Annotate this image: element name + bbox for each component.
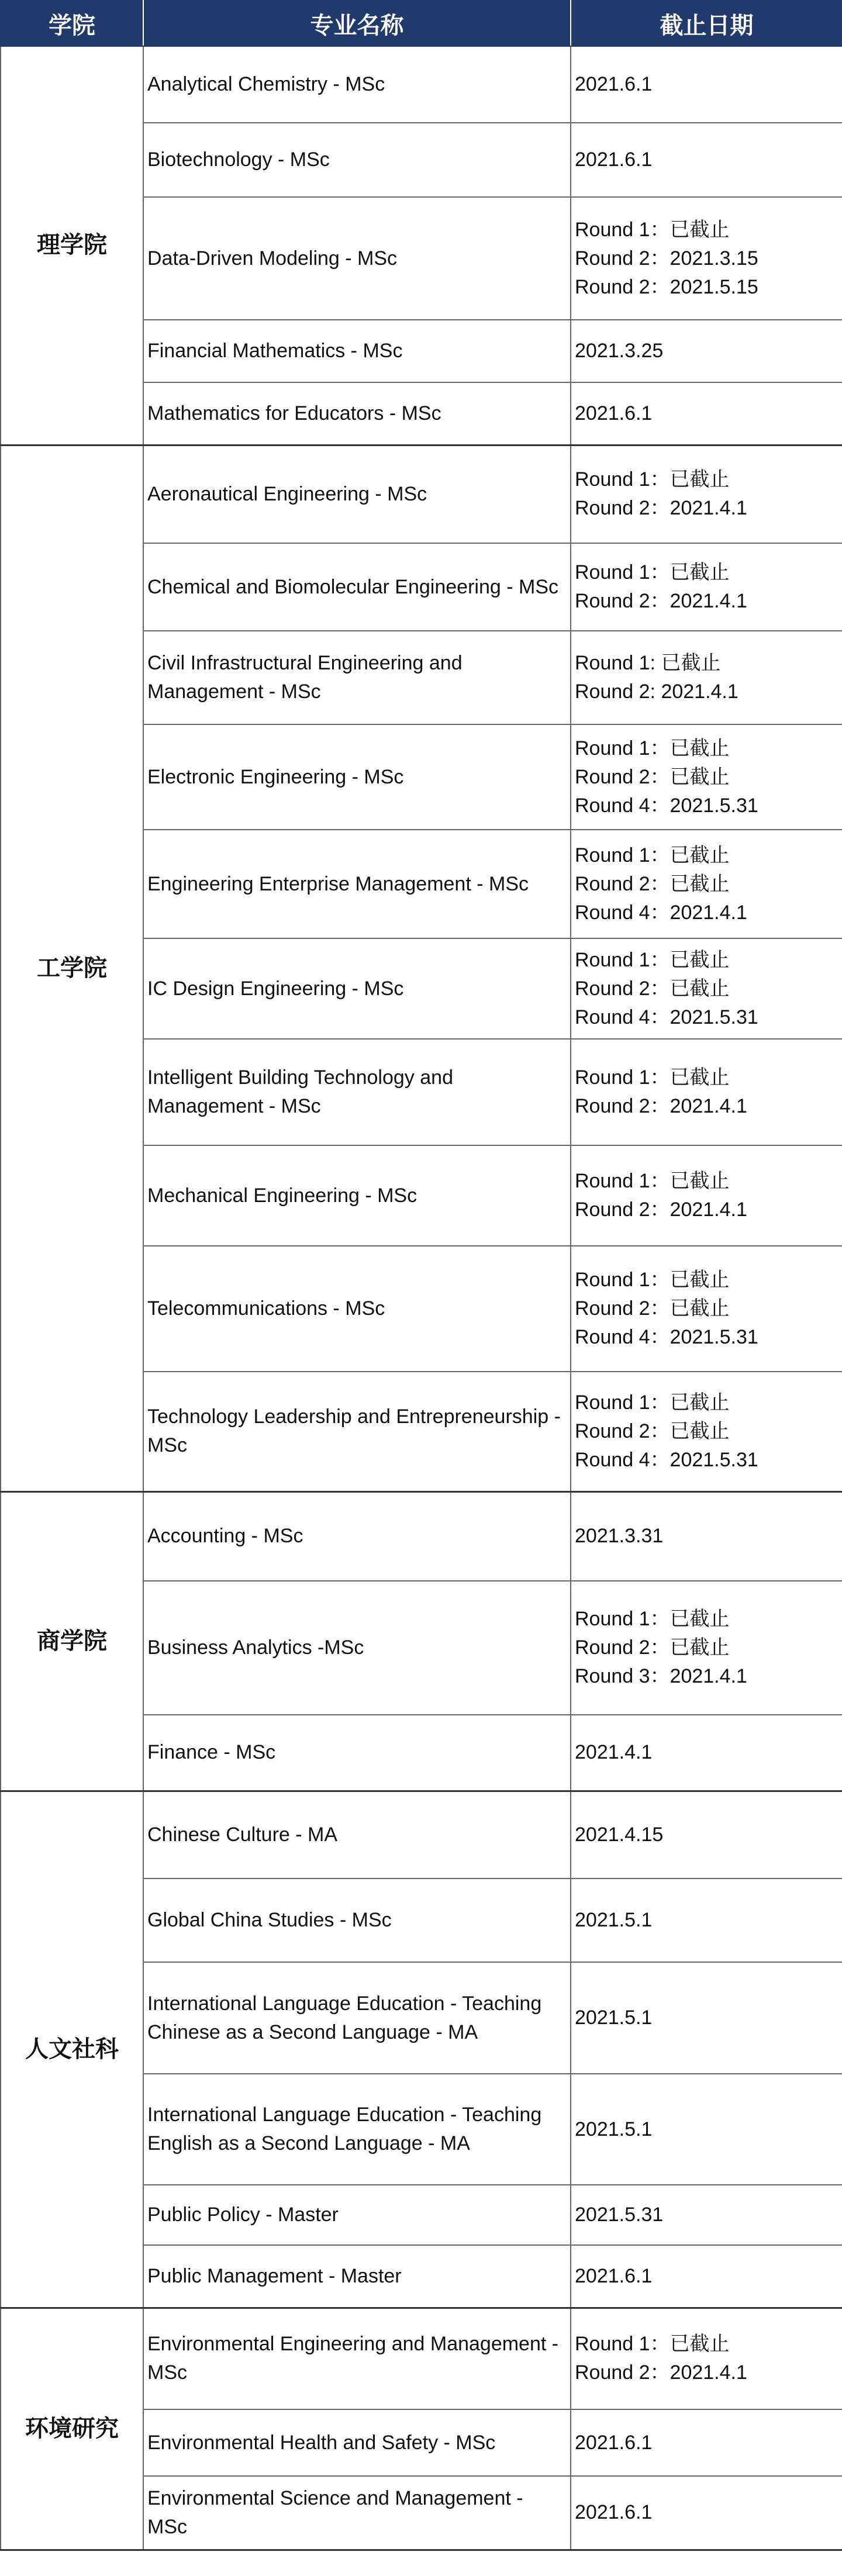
deadline-line: Round 2：2021.4.1 [575, 2361, 747, 2384]
deadline-line: Round 1：已截止 [575, 737, 730, 759]
deadline-cell [571, 445, 842, 543]
program-cell [143, 724, 571, 830]
deadline-cell [571, 123, 842, 197]
deadline-cell [571, 2476, 842, 2550]
school-cell: 环境研究 [1, 2308, 143, 2550]
deadline-cell [571, 1962, 842, 2074]
deadline-cell [571, 1491, 842, 1581]
program-name: Aeronautical Engineering - MSc [147, 482, 427, 505]
deadline-cell [571, 1039, 842, 1145]
table-row [1, 1491, 842, 1581]
deadline-line: Round 2：2021.4.1 [575, 1095, 747, 1117]
deadline-line: 2021.4.1 [575, 1741, 653, 1764]
deadline-line: 2021.5.1 [575, 2118, 653, 2140]
program-name: Public Management - Master [147, 2264, 402, 2287]
header-program: 专业名称 [143, 1, 571, 46]
deadline-line: Round 1：已截止 [575, 218, 730, 241]
program-name: Environmental Science and Management - MSc [147, 2487, 523, 2538]
program-cell [143, 445, 571, 543]
deadline-line: 2021.3.25 [575, 340, 664, 362]
deadline-cell [571, 1715, 842, 1791]
deadline-line: Round 1：已截止 [575, 1608, 730, 1630]
deadline-line: Round 4：2021.5.31 [575, 1326, 758, 1348]
program-name: Intelligent Building Technology and Management - MSc [147, 1066, 453, 1117]
deadline-line: 2021.5.1 [575, 1909, 653, 1931]
program-name: IC Design Engineering - MSc [147, 977, 404, 1000]
school-cell: 工学院 [1, 445, 143, 1491]
program-name: Biotechnology - MSc [147, 149, 330, 171]
program-name: Engineering Enterprise Management - MSc [147, 872, 529, 895]
school-cell: 商学院 [1, 1491, 143, 1791]
deadline-cell [571, 543, 842, 631]
program-name: Mechanical Engineering - MSc [147, 1184, 417, 1207]
program-cell [143, 2185, 571, 2245]
deadline-cell [571, 724, 842, 830]
program-name: Mathematics for Educators - MSc [147, 402, 441, 424]
deadline-line: 2021.3.31 [575, 1525, 664, 1548]
program-name: Analytical Chemistry - MSc [147, 73, 385, 95]
program-name: Finance - MSc [147, 1741, 276, 1764]
program-cell [143, 123, 571, 197]
deadline-line: Round 4：2021.5.31 [575, 1006, 758, 1028]
deadline-cell [571, 2245, 842, 2308]
program-cell [143, 830, 571, 938]
deadline-cell [571, 1372, 842, 1491]
program-name: Business Analytics -MSc [147, 1636, 364, 1659]
deadline-line: Round 4：2021.5.31 [575, 794, 758, 817]
deadline-cell [571, 1581, 842, 1715]
deadline-line: Round 2: 2021.4.1 [575, 681, 739, 703]
deadline-line: 2021.6.1 [575, 2264, 653, 2287]
deadline-cell [571, 382, 842, 445]
deadline-line: Round 2：2021.5.15 [575, 275, 758, 298]
program-cell [143, 543, 571, 631]
program-name: Financial Mathematics - MSc [147, 340, 403, 362]
program-name: Technology Leadership and Entrepreneurship - MSc [147, 1406, 561, 1457]
deadline-line: Round 2：2021.4.1 [575, 497, 747, 520]
program-cell [143, 1491, 571, 1581]
deadline-line: Round 2：2021.4.1 [575, 1199, 747, 1221]
program-name: Civil Infrastructural Engineering and Management - MSc [147, 652, 463, 703]
table-row [1, 2308, 842, 2409]
deadline-cell [571, 2185, 842, 2245]
school-cell: 理学院 [1, 46, 143, 445]
deadline-line: Round 1：已截止 [575, 1391, 730, 1414]
deadline-line: 2021.6.1 [575, 149, 653, 171]
deadline-line: 2021.5.1 [575, 2007, 653, 2029]
deadline-cell [571, 1246, 842, 1372]
deadline-line: Round 4：2021.5.31 [575, 1448, 758, 1471]
program-cell [143, 2308, 571, 2409]
program-cell [143, 631, 571, 724]
deadline-line: 2021.6.1 [575, 402, 653, 424]
program-cell [143, 382, 571, 445]
program-cell [143, 1791, 571, 1879]
program-name: International Language Education - Teaching Chinese as a Second Language - MA [147, 1992, 542, 2043]
program-cell [143, 1145, 571, 1246]
deadline-line: 2021.5.31 [575, 2204, 664, 2226]
table-header-row [1, 1, 842, 46]
program-name: Environmental Health and Safety - MSc [147, 2431, 496, 2454]
deadline-line: Round 1：已截止 [575, 1269, 730, 1291]
program-cell [143, 320, 571, 382]
deadline-cell [571, 2409, 842, 2476]
deadline-line: Round 1：已截止 [575, 1170, 730, 1192]
program-name: Chemical and Biomolecular Engineering - MSc [147, 575, 558, 598]
program-cell [143, 1715, 571, 1791]
deadline-line: Round 1：已截止 [575, 561, 730, 583]
program-cell [143, 938, 571, 1039]
program-name: Data-Driven Modeling - MSc [147, 247, 398, 270]
deadline-line: Round 2：已截止 [575, 1297, 730, 1320]
deadline-cell [571, 46, 842, 123]
table-row [1, 445, 842, 543]
deadline-line: Round 2：已截止 [575, 872, 730, 895]
header-deadline: 截止日期 [571, 1, 842, 46]
program-cell [143, 1246, 571, 1372]
deadline-cell [571, 830, 842, 938]
program-cell [143, 1039, 571, 1145]
deadline-line: Round 1: 已截止 [575, 652, 721, 674]
deadline-line: Round 1：已截止 [575, 1066, 730, 1089]
deadline-line: Round 2：2021.4.1 [575, 590, 747, 612]
program-cell [143, 2245, 571, 2308]
deadline-line: Round 4：2021.4.1 [575, 901, 747, 924]
deadline-line: Round 2：已截止 [575, 1420, 730, 1442]
program-name: Environmental Engineering and Management - MSc [147, 2333, 559, 2384]
deadline-line: Round 1：已截止 [575, 844, 730, 866]
table-row [1, 1791, 842, 1879]
deadline-line: Round 1：已截止 [575, 2333, 730, 2356]
program-name: Global China Studies - MSc [147, 1909, 392, 1931]
table-row [1, 46, 842, 123]
deadline-cell [571, 1145, 842, 1246]
deadline-line: Round 3：2021.4.1 [575, 1665, 747, 1687]
program-name: International Language Education - Teaching English as a Second Language - MA [147, 2104, 542, 2154]
deadline-cell [571, 938, 842, 1039]
deadline-cell [571, 197, 842, 320]
school-cell: 人文社科 [1, 1791, 143, 2308]
deadline-line: Round 2：已截止 [575, 1636, 730, 1659]
program-name: Telecommunications - MSc [147, 1297, 385, 1320]
program-cell [143, 1581, 571, 1715]
deadline-cell [571, 2074, 842, 2185]
deadline-line: Round 1：已截止 [575, 468, 730, 491]
deadline-cell [571, 1791, 842, 1879]
header-school: 学院 [1, 1, 143, 46]
deadline-cell [571, 320, 842, 382]
program-cell [143, 1372, 571, 1491]
program-cell [143, 197, 571, 320]
program-name: Accounting - MSc [147, 1525, 303, 1548]
deadline-cell [571, 1879, 842, 1962]
table-body [1, 46, 842, 2550]
deadline-line: 2021.6.1 [575, 73, 653, 95]
deadline-line: 2021.6.1 [575, 2501, 653, 2524]
program-cell [143, 46, 571, 123]
program-name: Electronic Engineering - MSc [147, 765, 404, 788]
deadline-line: Round 2：已截止 [575, 765, 730, 788]
deadline-line: Round 2：2021.3.15 [575, 247, 758, 270]
deadline-line: 2021.6.1 [575, 2431, 653, 2454]
program-cell [143, 1879, 571, 1962]
program-cell [143, 2409, 571, 2476]
deadline-cell [571, 631, 842, 724]
program-cell [143, 2074, 571, 2185]
program-name: Public Policy - Master [147, 2204, 339, 2226]
program-cell [143, 1962, 571, 2074]
deadline-line: Round 1：已截止 [575, 948, 730, 971]
deadline-line: Round 2：已截止 [575, 977, 730, 1000]
deadline-cell [571, 2308, 842, 2409]
deadline-line: 2021.4.15 [575, 1823, 664, 1846]
program-name: Chinese Culture - MA [147, 1823, 338, 1846]
program-cell [143, 2476, 571, 2550]
